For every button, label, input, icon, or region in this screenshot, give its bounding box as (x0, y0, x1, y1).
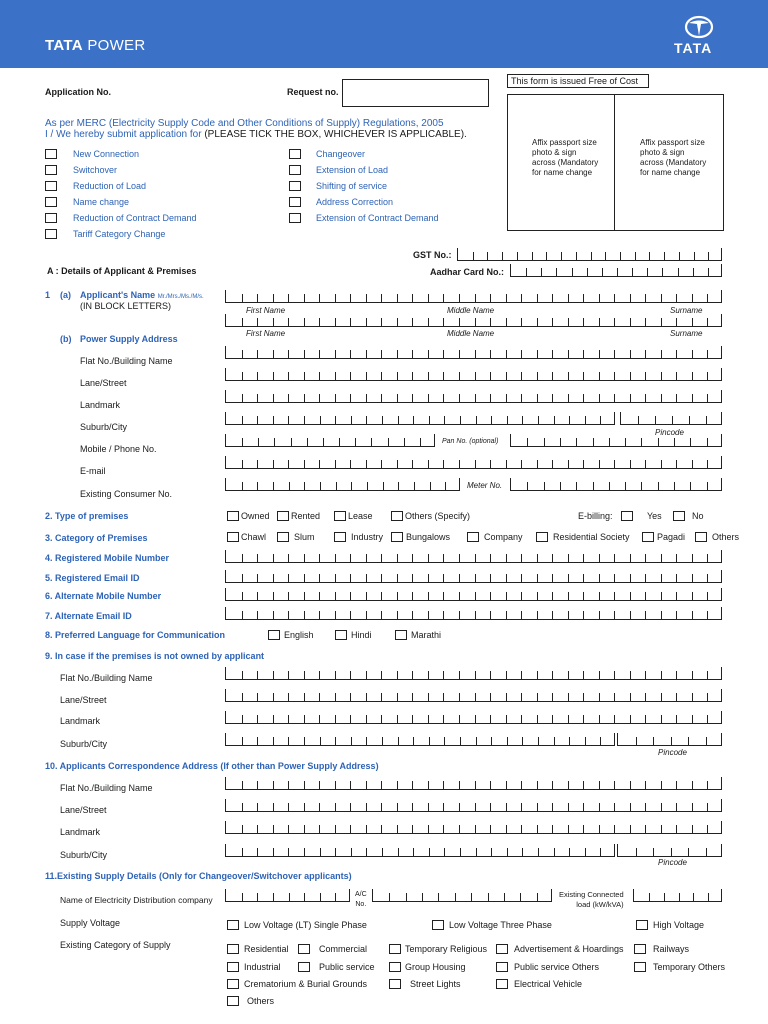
option-q8-opts-0: English (284, 630, 314, 640)
existing-consumer-input[interactable] (225, 478, 460, 491)
option-options-col1-1: Switchover (73, 165, 118, 175)
q10-landmark-input[interactable] (225, 821, 722, 834)
option-options-col1-4: Reduction of Contract Demand (73, 213, 197, 223)
option-q3-opts-1: Slum (294, 532, 315, 542)
q11-company-label: Name of Electricity Distribution company (60, 895, 213, 905)
q9-pincode-input[interactable] (617, 733, 722, 746)
checkbox-q2-opts-1[interactable] (277, 511, 289, 521)
photo-left-text: Affix passport size photo & sign across (Mandatory for name change (532, 138, 599, 177)
psa-pincode-caption: Pincode (655, 428, 684, 437)
q10-pincode-caption: Pincode (658, 858, 687, 867)
q1-sub-b: (b) (60, 334, 72, 344)
header-bar (0, 0, 768, 68)
gst-label: GST No.: (413, 250, 452, 260)
meter-no-label: Meter No. (467, 481, 503, 490)
checkbox-options-col2-1[interactable] (289, 165, 301, 175)
checkbox-q11-c_row1-2[interactable] (389, 944, 401, 954)
psa-flat-input[interactable] (225, 346, 722, 359)
option-q3-opts-4: Company (484, 532, 523, 542)
checkbox-q3-opts-0[interactable] (227, 532, 239, 542)
q1-sub-a: (a) (60, 290, 71, 300)
option-q3-opts-5: Residential Society (553, 532, 630, 542)
supply-voltage-label: Supply Voltage (60, 918, 121, 928)
photo-right-text: Affix passport size photo & sign across (Mandatory for name change (640, 138, 707, 177)
option-q3-opts-3: Bungalows (406, 532, 451, 542)
request-no-label: Request no. (287, 87, 339, 97)
q9-suburb-input[interactable] (225, 733, 615, 746)
psa-flat-label: Flat No./Building Name (80, 356, 173, 366)
q9-flat-input[interactable] (225, 667, 722, 680)
ebilling-yes-label: Yes (647, 511, 662, 521)
option-q11-c_row2-1: Public service (319, 962, 375, 972)
option-q2-opts-0: Owned (241, 511, 270, 521)
checkbox-q11-v_opts-2[interactable] (636, 920, 648, 930)
existing-consumer-label: Existing Consumer No. (80, 489, 173, 499)
q10-lane-label: Lane/Street (60, 805, 107, 815)
checkbox-q8-opts-1[interactable] (335, 630, 347, 640)
ebilling-yes-checkbox[interactable] (621, 511, 633, 521)
checkbox-q8-opts-2[interactable] (395, 630, 407, 640)
option-q11-c_row1-1: Commercial (319, 944, 368, 954)
q9-pincode-caption: Pincode (658, 748, 687, 757)
applicant-name-input-2[interactable] (225, 314, 722, 327)
checkbox-options-col2-2[interactable] (289, 181, 301, 191)
checkbox-q2-opts-3[interactable] (391, 511, 403, 521)
checkbox-q2-opts-0[interactable] (227, 511, 239, 521)
option-options-col2-4: Extension of Contract Demand (316, 213, 439, 223)
option-options-col2-2: Shifting of service (316, 181, 388, 191)
checkbox-options-col1-5[interactable] (45, 229, 57, 239)
checkbox-options-col2-3[interactable] (289, 197, 301, 207)
q8-label: 8. Preferred Language for Communication (45, 630, 226, 640)
psa-suburb-label: Suburb/City (80, 422, 128, 432)
checkbox-options-col1-1[interactable] (45, 165, 57, 175)
option-options-col1-5: Tariff Category Change (73, 229, 166, 239)
q4-label: 4. Registered Mobile Number (45, 553, 170, 563)
checkbox-q3-opts-4[interactable] (467, 532, 479, 542)
gst-input[interactable] (457, 248, 722, 261)
option-q11-v_opts-2: High Voltage (653, 920, 705, 930)
first-name-caption: First Name (246, 306, 286, 315)
q5-label: 5. Registered Email ID (45, 573, 140, 583)
option-q3-opts-6: Pagadi (657, 532, 686, 542)
q3-label: 3. Category of Premises (45, 533, 148, 543)
option-q3-opts-2: Industry (351, 532, 384, 542)
option-options-col2-1: Extension of Load (316, 165, 389, 175)
power-supply-address-label: Power Supply Address (80, 334, 178, 344)
option-q3-opts-7: Others (712, 532, 740, 542)
q10-lane-input[interactable] (225, 799, 722, 812)
q11-company-input[interactable] (225, 889, 350, 902)
q10-label: 10. Applicants Correspondence Address (If other than Power Supply Address) (45, 761, 379, 771)
q9-landmark-label: Landmark (60, 716, 101, 726)
option-q11-c_row3-0: Crematorium & Burial Grounds (244, 979, 368, 989)
ebilling-no-checkbox[interactable] (673, 511, 685, 521)
q9-lane-input[interactable] (225, 689, 722, 702)
checkbox-q11-c_row3-1[interactable] (389, 979, 401, 989)
checkbox-q11-c_row1-4[interactable] (634, 944, 646, 954)
checkbox-q3-opts-7[interactable] (695, 532, 707, 542)
checkbox-options-col2-4[interactable] (289, 213, 301, 223)
middle-name-caption: Middle Name (447, 306, 495, 315)
q11-ac-input[interactable] (372, 889, 552, 902)
option-q11-c_row1-3: Advertisement & Hoardings (514, 944, 624, 954)
ebilling-label: E-billing: (578, 511, 613, 521)
option-q11-v_opts-0: Low Voltage (LT) Single Phase (244, 920, 367, 930)
checkbox-options-col1-0[interactable] (45, 149, 57, 159)
q9-landmark-input[interactable] (225, 711, 722, 724)
option-q11-c_row1-4: Railways (653, 944, 690, 954)
checkbox-q11-c_row3-0[interactable] (227, 979, 239, 989)
checkbox-q3-opts-6[interactable] (642, 532, 654, 542)
psa-landmark-label: Landmark (80, 400, 121, 410)
psa-lane-input[interactable] (225, 368, 722, 381)
checkbox-q11-c_row1-1[interactable] (298, 944, 310, 954)
q9-flat-label: Flat No./Building Name (60, 673, 153, 683)
option-options-col1-0: New Connection (73, 149, 140, 159)
free-note: This form is issued Free of Cost (507, 74, 649, 88)
option-q11-c_row4-0: Others (247, 996, 275, 1006)
option-q2-opts-3: Others (Specify) (405, 511, 471, 521)
checkbox-q11-v_opts-1[interactable] (432, 920, 444, 930)
option-q11-c_row2-2: Group Housing (405, 962, 466, 972)
request-no-input[interactable] (342, 79, 489, 107)
surname-caption: Surname (670, 306, 703, 315)
q7-input[interactable] (225, 607, 722, 620)
checkbox-q11-c_row2-4[interactable] (634, 962, 646, 972)
checkbox-options-col1-4[interactable] (45, 213, 57, 223)
checkbox-q11-c_row2-2[interactable] (389, 962, 401, 972)
block-letters-note: (IN BLOCK LETTERS) (80, 301, 172, 311)
option-q8-opts-2: Marathi (411, 630, 442, 640)
option-options-col2-3: Address Correction (316, 197, 394, 207)
connected-load-label: Existing Connected load (kW/kVA) (559, 890, 624, 909)
psa-email-input[interactable] (225, 456, 722, 469)
q9-label: 9. In case if the premises is not owned by applicant (45, 651, 265, 661)
ac-no-label: A/C No. (355, 891, 367, 908)
middle-name-caption-2: Middle Name (447, 329, 495, 338)
q10-flat-input[interactable] (225, 777, 722, 790)
q10-landmark-label: Landmark (60, 827, 101, 837)
option-q11-c_row1-0: Residential (244, 944, 289, 954)
option-q11-c_row2-3: Public service Others (514, 962, 600, 972)
option-q11-c_row1-2: Temporary Religious (405, 944, 488, 954)
checkbox-q2-opts-2[interactable] (334, 511, 346, 521)
q10-suburb-input[interactable] (225, 844, 615, 857)
checkbox-q8-opts-0[interactable] (268, 630, 280, 640)
psa-mobile-label: Mobile / Phone No. (80, 444, 157, 454)
existing-category-label: Existing Category of Supply (60, 940, 171, 950)
meter-no-input[interactable] (510, 478, 722, 491)
q2-label: 2. Type of premises (45, 511, 129, 521)
option-q2-opts-1: Rented (291, 511, 321, 521)
checkbox-q3-opts-1[interactable] (277, 532, 289, 542)
option-q11-v_opts-1: Low Voltage Three Phase (449, 920, 552, 930)
checkbox-q11-c_row4-0[interactable] (227, 996, 239, 1006)
q11-label: 11.Existing Supply Details (Only for Changeover/Switchover applicants) (45, 871, 352, 881)
psa-suburb-input[interactable] (225, 412, 615, 425)
option-options-col1-2: Reduction of Load (73, 181, 147, 191)
psa-landmark-input[interactable] (225, 390, 722, 403)
q10-flat-label: Flat No./Building Name (60, 783, 153, 793)
section-a-title: A : Details of Applicant & Premises (47, 266, 197, 276)
option-q11-c_row3-1: Street Lights (410, 979, 461, 989)
psa-lane-label: Lane/Street (80, 378, 127, 388)
q9-suburb-label: Suburb/City (60, 739, 108, 749)
q4-input[interactable] (225, 550, 722, 563)
brand-logo: TATA POWER (45, 37, 146, 54)
checkbox-q11-c_row2-1[interactable] (298, 962, 310, 972)
tata-wordmark: TATA (674, 40, 713, 56)
option-q8-opts-1: Hindi (351, 630, 372, 640)
option-q11-c_row2-0: Industrial (244, 962, 281, 972)
option-q11-c_row3-2: Electrical Vehicle (514, 979, 583, 989)
application-no-label: Application No. (45, 87, 111, 97)
q1-number: 1 (45, 290, 51, 300)
surname-caption-2: Surname (670, 329, 703, 338)
q5-input[interactable] (225, 570, 722, 583)
applicant-name-input[interactable] (225, 290, 722, 303)
q11-load-input[interactable] (633, 889, 722, 902)
checkbox-q3-opts-2[interactable] (334, 532, 346, 542)
option-q2-opts-2: Lease (348, 511, 373, 521)
psa-mobile-input[interactable] (225, 434, 435, 447)
pan-input[interactable] (510, 434, 722, 447)
option-options-col2-0: Changeover (316, 149, 366, 159)
aadhar-input[interactable] (510, 264, 722, 277)
option-options-col1-3: Name change (73, 197, 130, 207)
q10-suburb-label: Suburb/City (60, 850, 108, 860)
q6-input[interactable] (225, 588, 722, 601)
option-q3-opts-0: Chawl (241, 532, 267, 542)
submit-line: I / We hereby submit application for (PLEASE TICK THE BOX, WHICHEVER IS APPLICABLE). (45, 129, 467, 140)
option-q11-c_row2-4: Temporary Others (653, 962, 726, 972)
q9-lane-label: Lane/Street (60, 695, 107, 705)
checkbox-options-col1-2[interactable] (45, 181, 57, 191)
checkbox-q11-c_row3-2[interactable] (496, 979, 508, 989)
first-name-caption-2: First Name (246, 329, 286, 338)
applicant-name-label: Applicant's Name Mr./Mrs./Ms./M/s. (80, 290, 204, 300)
merc-line: As per MERC (Electricity Supply Code and Other Conditions of Supply) Regulations, 2005 (45, 118, 444, 129)
checkbox-q11-c_row1-3[interactable] (496, 944, 508, 954)
checkbox-q11-v_opts-0[interactable] (227, 920, 239, 930)
q7-label: 7. Alternate Email ID (45, 611, 132, 621)
checkbox-q11-c_row2-3[interactable] (496, 962, 508, 972)
photo-divider (614, 94, 615, 231)
psa-email-label: E-mail (80, 466, 106, 476)
pan-label: Pan No. (optional) (442, 438, 499, 445)
checkbox-q3-opts-3[interactable] (391, 532, 403, 542)
checkbox-q11-c_row1-0[interactable] (227, 944, 239, 954)
psa-pincode-input[interactable] (620, 412, 722, 425)
checkbox-q11-c_row2-0[interactable] (227, 962, 239, 972)
checkbox-options-col2-0[interactable] (289, 149, 301, 159)
q6-label: 6. Alternate Mobile Number (45, 591, 162, 601)
aadhar-label: Aadhar Card No.: (430, 267, 505, 277)
checkbox-options-col1-3[interactable] (45, 197, 57, 207)
ebilling-no-label: No (692, 511, 704, 521)
checkbox-q3-opts-5[interactable] (536, 532, 548, 542)
q10-pincode-input[interactable] (617, 844, 722, 857)
